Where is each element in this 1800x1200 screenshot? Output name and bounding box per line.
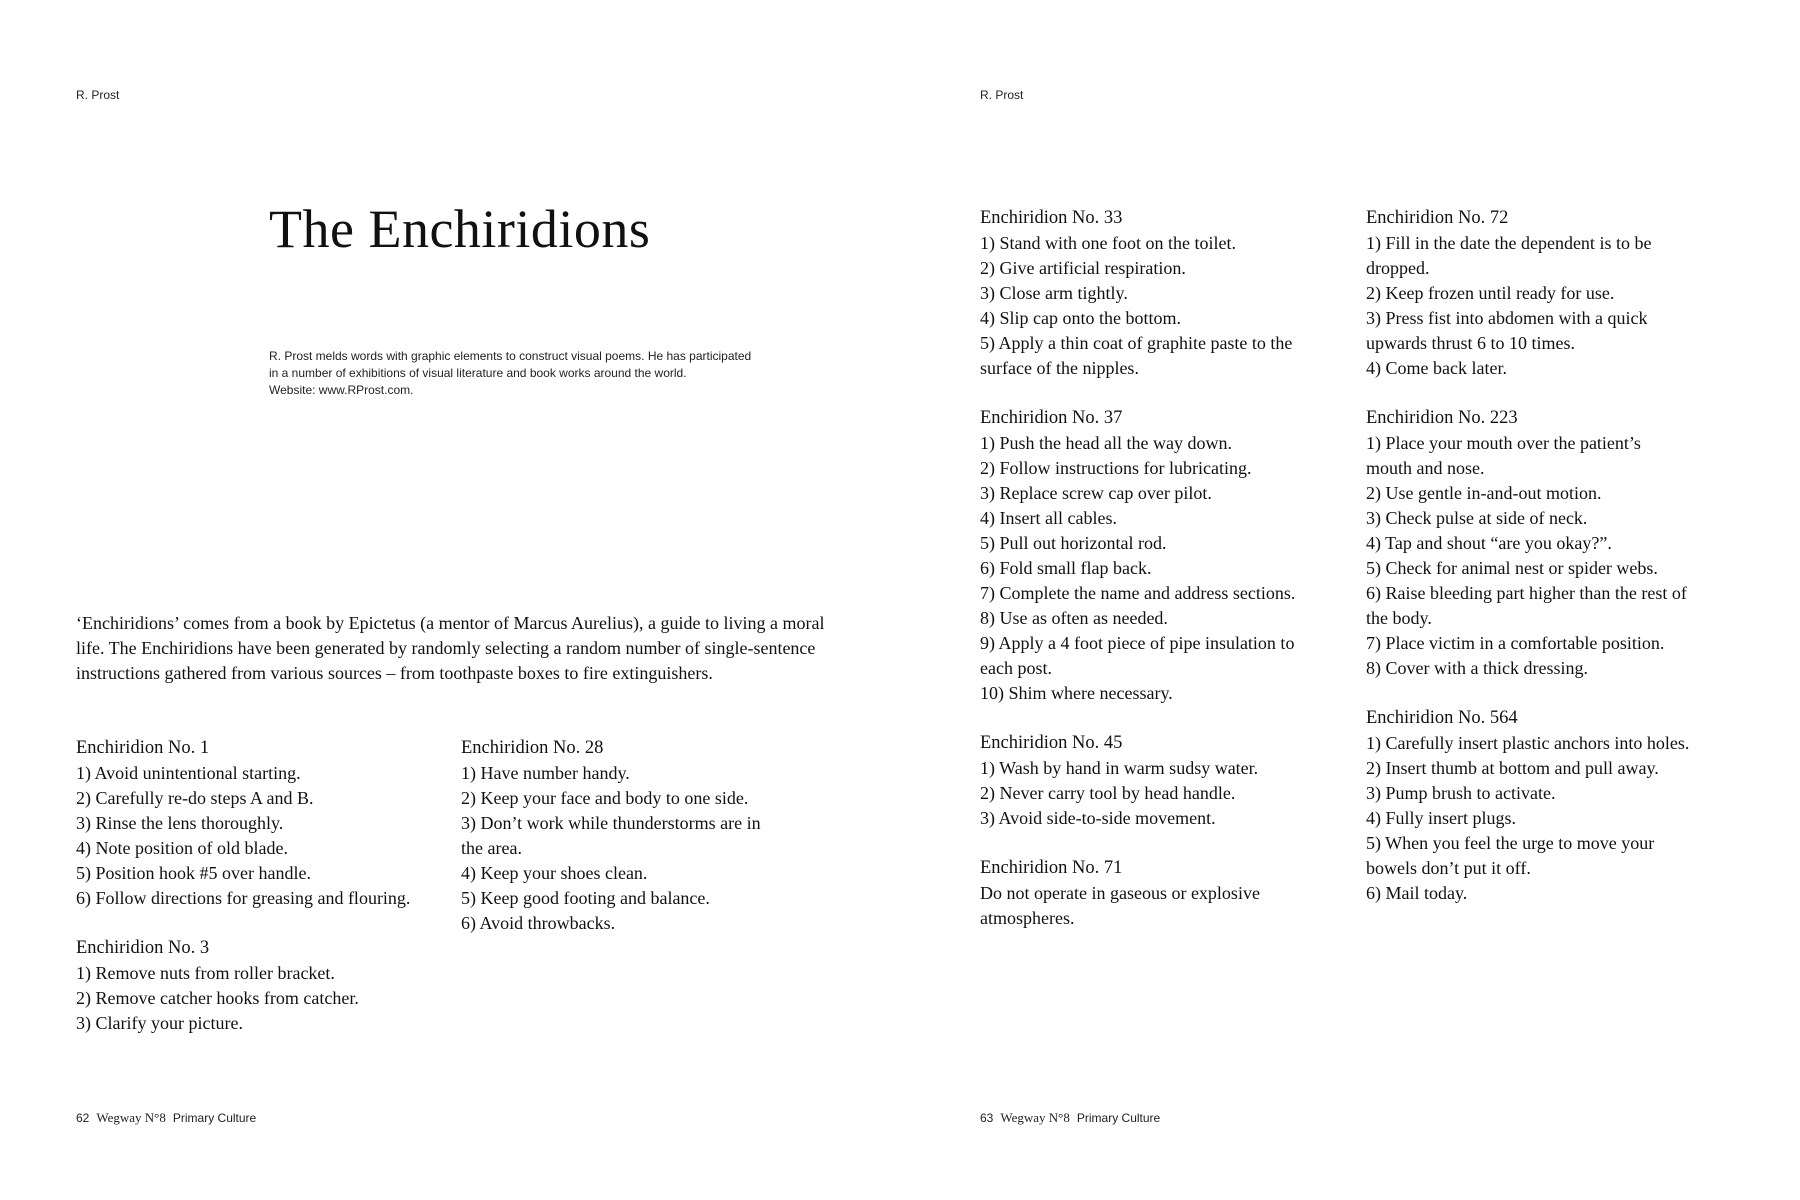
page-number: 63: [980, 1111, 994, 1125]
instruction-line: 1) Avoid unintentional starting.: [76, 763, 301, 783]
running-head: R. Prost: [980, 88, 1024, 102]
instruction-line: 5) When you feel the urge to move your: [1366, 833, 1655, 853]
instruction-line: bowels don’t put it off.: [1366, 858, 1531, 878]
enchiridion-block: [980, 206, 1365, 381]
enchiridion-block: [1366, 706, 1751, 906]
instruction-line: 4) Slip cap onto the bottom.: [980, 308, 1181, 328]
magazine-name: Wegway N°8: [1000, 1110, 1070, 1125]
enchiridion-column: [980, 206, 1365, 956]
intro-paragraph: ‘Enchiridions’ comes from a book by Epictetus (a mentor of Marcus Aurelius), a guide to living a moral life. The Enchiridions have been generated by randomly selecting a random number of single-sentence instructions gathered from various sources – from toothpaste boxes to fire extinguishers.: [76, 613, 825, 683]
enchiridion-title: Enchiridion No. 33: [980, 208, 1123, 228]
instruction-line: 3) Avoid side-to-side movement.: [980, 808, 1216, 828]
enchiridion-title: Enchiridion No. 28: [461, 738, 604, 758]
instruction-line: 1) Carefully insert plastic anchors into holes.: [1366, 733, 1690, 753]
instruction-line: 10) Shim where necessary.: [980, 683, 1173, 703]
instruction-line: 1) Place your mouth over the patient’s: [1366, 433, 1641, 453]
instruction-line: 3) Check pulse at side of neck.: [1366, 508, 1588, 528]
instruction-line: surface of the nipples.: [980, 358, 1139, 378]
page-footer: [76, 1110, 256, 1126]
instruction-line: 4) Come back later.: [1366, 358, 1507, 378]
instruction-line: 1) Push the head all the way down.: [980, 433, 1232, 453]
instruction-line: 5) Keep good footing and balance.: [461, 888, 710, 908]
enchiridion-column: [76, 736, 461, 1061]
instruction-line: 4) Keep your shoes clean.: [461, 863, 648, 883]
right-page: [900, 0, 1800, 1200]
instruction-line: 2) Insert thumb at bottom and pull away.: [1366, 758, 1659, 778]
section-name: Primary Culture: [1076, 1111, 1161, 1125]
instruction-line: 5) Position hook #5 over handle.: [76, 863, 311, 883]
enchiridion-title: Enchiridion No. 71: [980, 858, 1123, 878]
instruction-line: 1) Remove nuts from roller bracket.: [76, 963, 335, 983]
instruction-line: 6) Avoid throwbacks.: [461, 913, 616, 933]
instruction-line: 3) Close arm tightly.: [980, 283, 1128, 303]
enchiridion-title: Enchiridion No. 223: [1366, 408, 1518, 428]
instruction-line: the area.: [461, 838, 522, 858]
enchiridion-block: [980, 406, 1365, 706]
instruction-line: 6) Follow directions for greasing and flouring.: [76, 888, 411, 908]
instruction-line: 6) Raise bleeding part higher than the rest of: [1366, 583, 1687, 603]
instruction-line: 4) Insert all cables.: [980, 508, 1117, 528]
instruction-line: 2) Follow instructions for lubricating.: [980, 458, 1252, 478]
instruction-line: 1) Stand with one foot on the toilet.: [980, 233, 1236, 253]
enchiridion-column: [461, 736, 846, 961]
instruction-line: each post.: [980, 658, 1052, 678]
instruction-line: mouth and nose.: [1366, 458, 1485, 478]
author-bio: [269, 348, 849, 399]
instruction-line: 9) Apply a 4 foot piece of pipe insulation to: [980, 633, 1295, 653]
enchiridion-title: Enchiridion No. 3: [76, 938, 210, 958]
instruction-line: 2) Keep your face and body to one side.: [461, 788, 749, 808]
instruction-line: 5) Pull out horizontal rod.: [980, 533, 1167, 553]
instruction-line: 3) Replace screw cap over pilot.: [980, 483, 1212, 503]
enchiridion-block: [76, 936, 461, 1036]
enchiridion-title: Enchiridion No. 564: [1366, 708, 1518, 728]
article-title: The Enchiridions: [269, 199, 651, 259]
enchiridion-column: [1366, 206, 1751, 931]
instruction-line: 2) Remove catcher hooks from catcher.: [76, 988, 359, 1008]
instruction-line: 4) Tap and shout “are you okay?”.: [1366, 533, 1612, 553]
enchiridion-block: [980, 856, 1365, 931]
instruction-line: 2) Give artificial respiration.: [980, 258, 1186, 278]
instruction-line: Do not operate in gaseous or explosive: [980, 883, 1260, 903]
bio-line: in a number of exhibitions of visual literature and book works around the world.: [269, 366, 687, 380]
bio-line: R. Prost melds words with graphic elements to construct visual poems. He has participated: [269, 349, 752, 363]
enchiridion-title: Enchiridion No. 37: [980, 408, 1123, 428]
instruction-line: 6) Mail today.: [1366, 883, 1468, 903]
instruction-line: 4) Note position of old blade.: [76, 838, 288, 858]
instruction-line: 3) Clarify your picture.: [76, 1013, 243, 1033]
instruction-line: 8) Cover with a thick dressing.: [1366, 658, 1588, 678]
instruction-line: 3) Rinse the lens thoroughly.: [76, 813, 284, 833]
instruction-line: the body.: [1366, 608, 1432, 628]
enchiridion-block: [980, 731, 1365, 831]
instruction-line: dropped.: [1366, 258, 1430, 278]
instruction-line: 3) Don’t work while thunderstorms are in: [461, 813, 761, 833]
enchiridion-title: Enchiridion No. 1: [76, 738, 210, 758]
instruction-line: 8) Use as often as needed.: [980, 608, 1168, 628]
running-head: R. Prost: [76, 88, 120, 102]
instruction-line: 2) Carefully re-do steps A and B.: [76, 788, 314, 808]
instruction-line: 2) Never carry tool by head handle.: [980, 783, 1236, 803]
page-footer: [980, 1110, 1160, 1126]
instruction-line: 1) Have number handy.: [461, 763, 630, 783]
instruction-line: 1) Fill in the date the dependent is to be: [1366, 233, 1652, 253]
bio-line: Website: www.RProst.com.: [269, 383, 414, 397]
instruction-line: 4) Fully insert plugs.: [1366, 808, 1517, 828]
section-name: Primary Culture: [172, 1111, 257, 1125]
instruction-line: 7) Complete the name and address sections.: [980, 583, 1296, 603]
instruction-line: 5) Apply a thin coat of graphite paste to the: [980, 333, 1293, 353]
enchiridion-title: Enchiridion No. 45: [980, 733, 1123, 753]
page-number: 62: [76, 1111, 90, 1125]
enchiridion-block: [1366, 406, 1751, 681]
enchiridion-title: Enchiridion No. 72: [1366, 208, 1509, 228]
instruction-line: 6) Fold small flap back.: [980, 558, 1152, 578]
enchiridion-block: [1366, 206, 1751, 381]
instruction-line: 2) Keep frozen until ready for use.: [1366, 283, 1615, 303]
instruction-line: 5) Check for animal nest or spider webs.: [1366, 558, 1658, 578]
instruction-line: 3) Pump brush to activate.: [1366, 783, 1556, 803]
enchiridion-block: [76, 736, 461, 911]
enchiridion-block: [461, 736, 846, 936]
instruction-line: 2) Use gentle in-and-out motion.: [1366, 483, 1602, 503]
instruction-line: upwards thrust 6 to 10 times.: [1366, 333, 1575, 353]
magazine-name: Wegway N°8: [96, 1110, 166, 1125]
instruction-line: 1) Wash by hand in warm sudsy water.: [980, 758, 1259, 778]
instruction-line: atmospheres.: [980, 908, 1075, 928]
instruction-line: 3) Press fist into abdomen with a quick: [1366, 308, 1648, 328]
instruction-line: 7) Place victim in a comfortable position.: [1366, 633, 1665, 653]
